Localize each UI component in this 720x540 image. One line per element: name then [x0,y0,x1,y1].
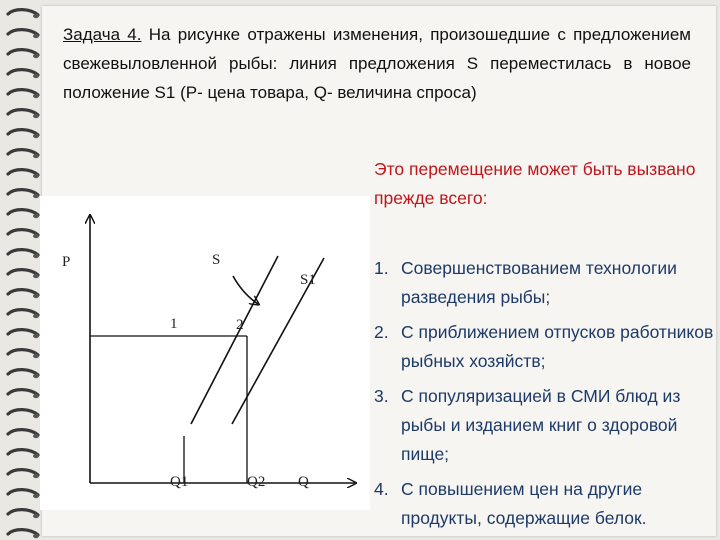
binding-ring [8,30,38,35]
binding-ring [8,290,38,295]
binding-ring [8,390,38,395]
binding-hole [33,154,39,158]
binding-hole [33,174,39,178]
binding-ring [8,490,38,495]
binding-ring [8,510,38,515]
binding-hole [33,374,39,378]
option-text: С приближением отпусков работников рыбных хозяйств; [401,322,714,371]
binding-hole [33,214,39,218]
supply-curve-s [191,256,278,424]
p-axis-label: P [62,254,71,270]
task-title: Задача 4. [63,25,142,44]
answer-option[interactable] [374,254,720,312]
binding-hole [33,254,39,258]
option-number: 1. [374,258,389,278]
binding-hole [33,494,39,498]
binding-hole [33,34,39,38]
binding-ring [8,210,38,215]
supply-shift-graph [40,196,370,510]
binding-ring [8,530,38,535]
q2-label: Q2 [247,474,266,490]
point-1-label: 1 [170,316,178,332]
option-number: 2. [374,322,389,342]
binding-ring [8,470,38,475]
binding-hole [33,454,39,458]
task-body: На рисунке отражены изменения, произошедшие с предложением свежевыловленной рыбы: линия предложения S переместилась в новое положение S1 (P- цена товара, Q- величина спроса) [63,25,691,102]
option-text: С повышением цен на другие продукты, содержащие белок. [401,479,647,528]
binding-ring [8,90,38,95]
binding-hole [33,114,39,118]
binding-ring [8,150,38,155]
binding-ring [8,330,38,335]
binding-ring [8,270,38,275]
binding-ring [8,350,38,355]
binding-hole [33,414,39,418]
s-label: S [212,252,221,268]
option-text: С популяризацией в СМИ блюд из рыбы и изданием книг о здоровой пище; [401,386,681,464]
binding-hole [33,94,39,98]
binding-hole [33,434,39,438]
question-text: Это перемещение может быть вызвано прежде всего: [374,159,696,208]
binding-hole [33,234,39,238]
s1-label: S1 [300,272,316,288]
binding-ring [8,190,38,195]
binding-ring [8,430,38,435]
binding-ring [8,450,38,455]
binding-hole [33,534,39,538]
binding-hole [33,394,39,398]
binding-hole [33,354,39,358]
q1-label: Q1 [170,474,189,490]
point-2-label: 2 [236,317,244,333]
task-statement [63,20,691,107]
binding-ring [8,170,38,175]
q-axis-label: Q [298,474,309,490]
binding-ring [8,250,38,255]
binding-hole [33,334,39,338]
binding-hole [33,474,39,478]
binding-ring [8,110,38,115]
binding-hole [33,274,39,278]
binding-ring [8,10,38,15]
spiral-binding [0,0,40,540]
binding-ring [8,310,38,315]
option-text: Совершенствованием технологии разведения рыбы; [401,258,677,307]
option-number: 4. [374,479,389,499]
binding-hole [33,514,39,518]
binding-hole [33,74,39,78]
option-number: 3. [374,386,389,406]
graph-svg [40,196,370,510]
binding-hole [33,14,39,18]
binding-hole [33,194,39,198]
answer-options [374,254,720,539]
binding-hole [33,134,39,138]
binding-hole [33,314,39,318]
binding-ring [8,230,38,235]
binding-hole [33,54,39,58]
binding-ring [8,370,38,375]
binding-ring [8,70,38,75]
answer-option[interactable] [374,318,720,376]
binding-ring [8,50,38,55]
binding-hole [33,294,39,298]
shift-arrow [233,276,258,304]
answer-option[interactable] [374,475,720,533]
binding-ring [8,130,38,135]
answer-option[interactable] [374,382,720,469]
binding-ring [8,410,38,415]
